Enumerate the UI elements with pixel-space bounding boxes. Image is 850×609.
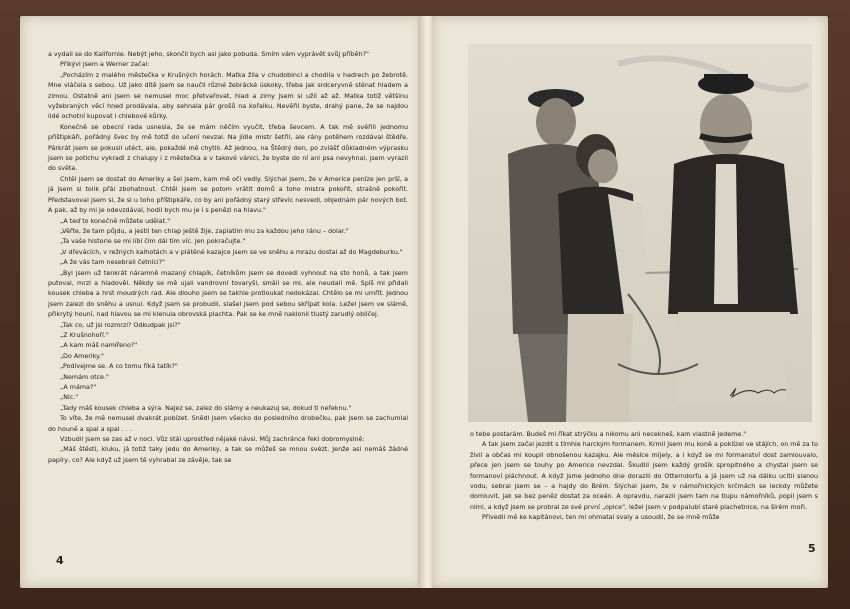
page-number-right: 5 — [808, 542, 816, 555]
paragraph: Chtěl jsem se dostat do Ameriky a šel jsem, kam mě oči vedly. Slýchal jsem, že v Americe peníze jen prší, a já jsem si tolik přál zbohatnout. Chtěl jsem se potom vrátit domů a toho mistra pokořit, strašně pokořit. Představoval jsem si, že si u toho příštipkáře, co by ani pořádný starý střevíc nesvedl, objednám pár nových bot. A pak, až by mi je odevzdával, hodil bych mu je i s penězi na hlavu." — [48, 175, 408, 215]
paragraph: „Nic." — [60, 394, 79, 402]
paragraph: Konečně se obecní rada usnesla, že se mám něčím vyučit, třeba ševcem. A tak mě svěřili jednomu příštipkáři, pořádný švec by mě totiž do učení nevzal. Na jídle mistr šetřil, ale rány potěhem rozdával štědře. Párkrát jsem se pokusil utéct, ale, pokaždé mě chytili. Až jednou, na Štědrý den, po zvlášť důkladném výprasku jsem se potichu vykradl z chalupy i z městečka a v takové vánici, že byste do ní ani psa nevyhnal, jsem vyrazil do světa. — [48, 123, 408, 173]
paragraph: „A kam máš namířeno?" — [60, 342, 138, 350]
paragraph: „Nemám otce." — [60, 373, 109, 381]
paragraph: „Z Krušnohoří." — [60, 331, 109, 339]
paragraph: To víte, že mě nemusel dvakrát pobízet. Snědl jsem všecko do posledního drobečku, pak jsem se zachumlal do houně a spal a spal . . . — [48, 415, 408, 433]
paragraph: „Tak co, už jsi rozmrzl? Odkudpak jsi?" — [60, 321, 181, 329]
paragraph: Přivedli mě ke kapitánovi, ten mi ohmatal svaly a usoudil, že se mně může — [482, 514, 720, 522]
paragraph: o tebe postarám. Budeš mi říkat strýčku a nikomu ani necekneš, kam vlastně jedeme." — [470, 431, 747, 438]
paragraph: „Podívejme se. A co tomu říká tatík?" — [60, 363, 178, 371]
left-page-text — [48, 50, 408, 466]
paragraph: „A máma?" — [60, 384, 97, 391]
paragraph: „Tady máš kousek chleba a sýra. Najez se, zalez do slámy a neukazuj se, dokud ti neřeknu." — [60, 404, 352, 412]
left-page — [20, 16, 422, 588]
paragraph: „V dřevácích, v režných kalhotách a v plátěné kazajce jsem se ve sněhu a mrazu dostal až do Magdeburku." — [60, 248, 403, 256]
paragraph: „Máš štěstí, kluku, já totiž taky jedu do Ameriky, a tak se můžeš se mnou svézt. Jenže asi nemáš žádné papíry, co? Ale když už jsem tě vyhrabal ze závěje, tak se — [48, 446, 408, 464]
paragraph: „A že vás tam nesebrali četníci?" — [60, 259, 165, 267]
illustration-sailors — [468, 44, 812, 422]
right-page-text — [470, 430, 818, 524]
paragraph: „Ta vaše historie se mi líbí čím dál tím víc. Jen pokračujte." — [60, 238, 246, 246]
paragraph: Přikývl jsem a Werner začal: — [60, 61, 150, 69]
page-number-left: 4 — [56, 554, 64, 567]
paragraph: „Pocházím z malého městečka v Krušných horách. Matka žila v chudobinci a chodila v hadrech po žebrotě. Mne vláčela s sebou. Už jako dítě jsem se naučil různé žebrácké úskoky, třeba jak srdceryvně sténat hladem a zimou. Ostatně ani jsem se nemusel moc přetvařovat, hlad a zimy jsem si užil až až. Matka totiž většinu vyžebraných věcí hned prodávala, aby sehnala pár grošů na kořalku. Nevěřil byste, drahý pane, že se najdou lidé ochotní kupovat i chlebové kůrky. — [48, 71, 408, 121]
paragraph: A tak jsem začal jezdit s tímhle harckým formanem. Krmil jsem mu koně a poklízel ve stájích, on mě za to živil a občas mi koupil obnošenou kazajku. Ale měsíce míjely, a i když se mi formanství dost zamlouvalo, přece jen jsem se touhy po Americe nevzdal. Škudlil jsem každý grošík spropitného a chystal jsem se formanoví pláchnout. A když jsme jednoho dne dorazili do Otterndorfu a já jsem už na dálku ucítil slanou vodu, sebral jsem se – a hajdy do Brém. Slýchal jsem, že v námořnických krčmách se leckdy můžete domluvit, jak se bez peněz dostat za oceán. A opravdu, narazil jsem tam na tlupu námořníků, popil jsem s nimi, a když jsem se probral ze své první „opice", ležel jsem v podpalubí staré plachetnice, na širém moři. — [470, 441, 818, 511]
paragraph: „Do Ameriky." — [60, 352, 104, 360]
paragraph: „Byl jsem už tenkrát náramně mazaný chlapík, četníkům jsem se dovedl vyhnout na sto honů, a tak jsem putoval, mrzl a hladověl. Někdy se mě ujali vandrovní tovaryši, smáli se mi, ale neudali mě. Spíš mi přidali kousek chleba a hrst moudrých rad. Ale dlouho jsem se takhle protloukat nedokázal. Chtělo se mi umřít. Jednou jsem zalezl do sněhu a usnul. Když jsem se probudil, slašel jsem pod sebou skřípat kola. Ležel jsem ve slámě, přikrytý houní, nad hlavou se mi klenula obrovská plachta. Pak se ke mně naklonil tlustý zarudlý obličej. — [48, 269, 408, 319]
paragraph: „Věřte, že tam půjdu, a jestli ten chlap ještě žije, zaplatím mu za každou jeho ránu – dolar." — [60, 227, 349, 235]
paragraph: „A teď to konečně můžete udělat." — [60, 217, 171, 225]
paragraph: Vzbudil jsem se zas až v noci. Vůz stál uprostřed nějaké návsi. Můj zachránce řekl dobromyslně: — [60, 436, 365, 444]
right-page — [432, 16, 828, 588]
paragraph: a vydali se do Kalifornie. Nebýt jeho, skončil bych asi jako pobuda. Smím vám vyprávět svůj příběh?" — [48, 51, 369, 58]
